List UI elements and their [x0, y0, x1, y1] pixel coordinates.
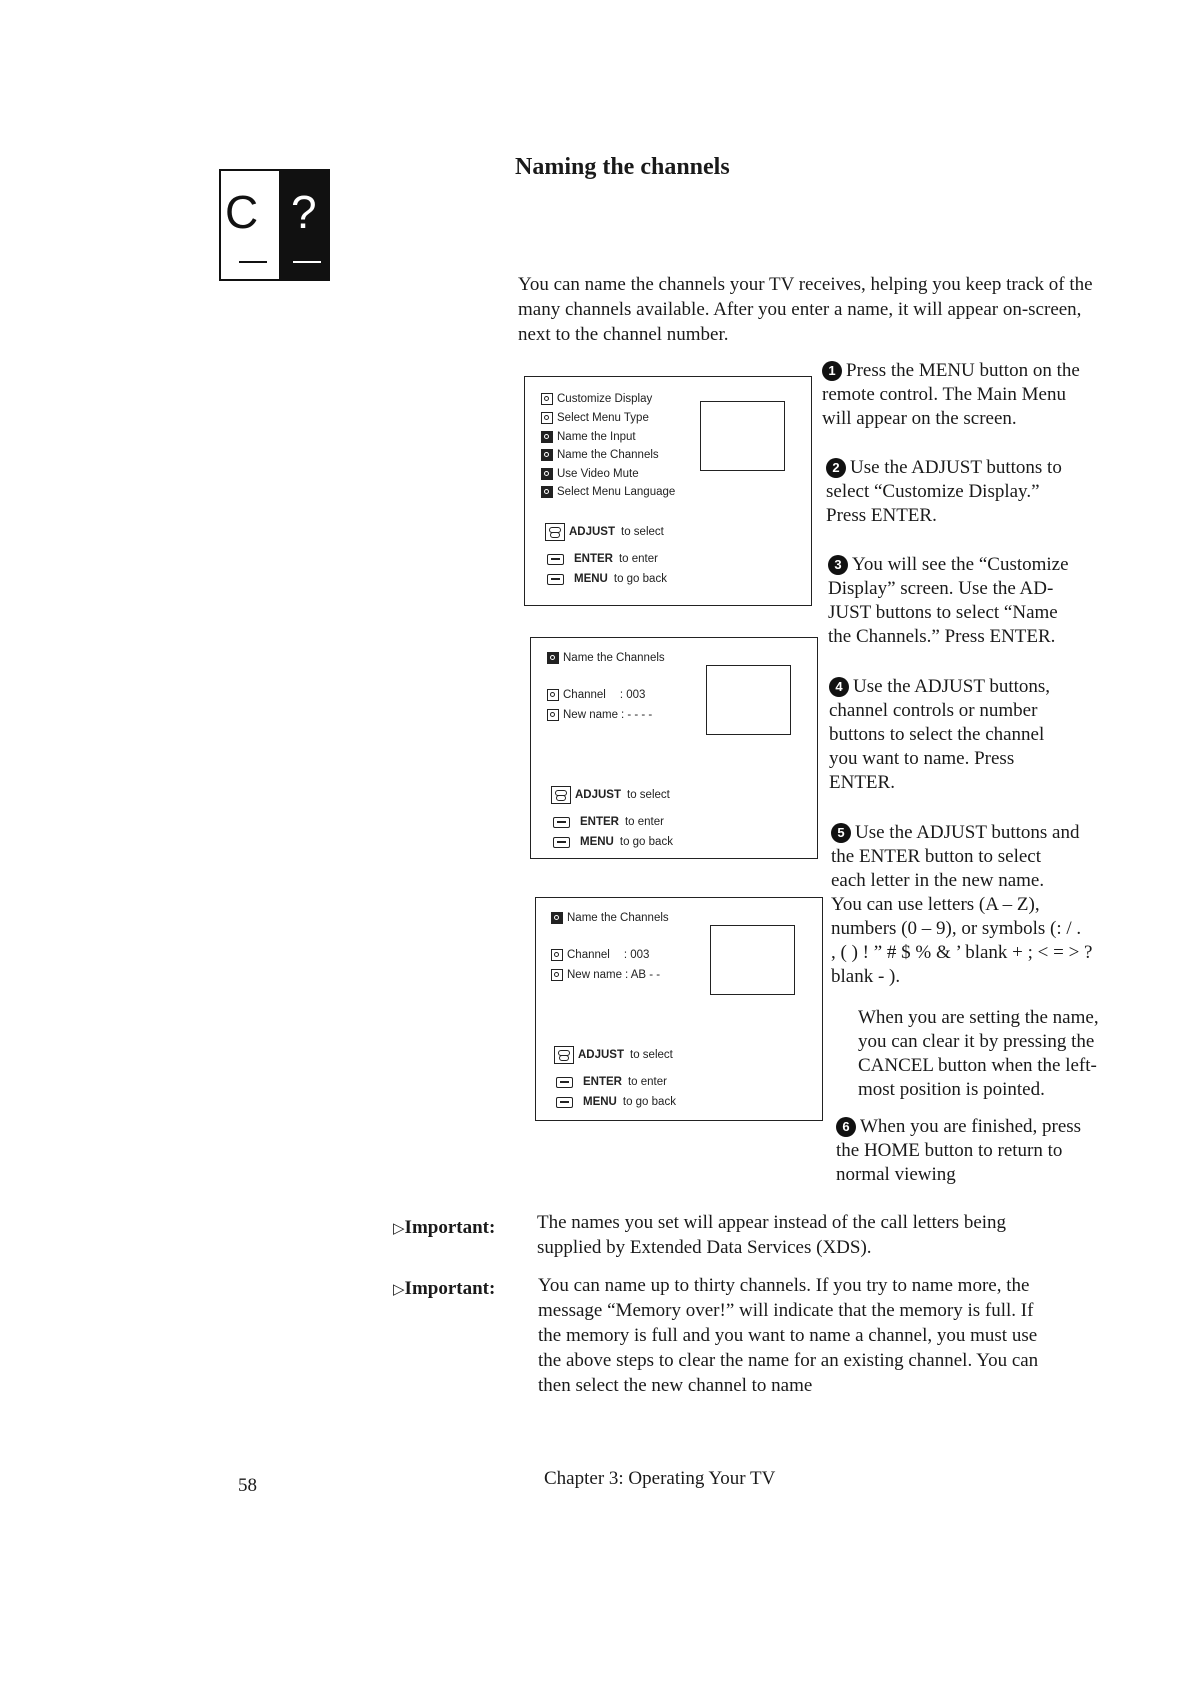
channel-icon [541, 449, 553, 461]
step-text-3: You will see the “Customize Display” screen. Use the AD- JUST buttons to select “Name the Channels.” Press ENTER. [828, 554, 1069, 647]
step-1 [822, 359, 1152, 431]
new-name-row: New name : AB - - [551, 969, 660, 981]
name-channels-screen-2 [535, 897, 823, 1121]
menu-hint: MENU to go back [556, 1096, 676, 1108]
step-number-3: 3 [828, 555, 848, 575]
page-number: 58 [238, 1475, 257, 1496]
dial-icon [551, 949, 563, 961]
step-number-4: 4 [829, 677, 849, 697]
chapter-tab-underline [239, 261, 267, 263]
menu-button-icon [553, 837, 570, 848]
adjust-hint: ADJUST to select [545, 523, 664, 541]
important-text-2: You can name up to thirty channels. If you try to name more, the message “Memory over!” will indicate that the memory is full. If the memory is full and you want to name a channel, you must use the above steps to clear the name for an existing channel. You can then select the new channel to name [538, 1275, 1039, 1396]
name-channels-screen-1 [530, 637, 818, 859]
menu-item-name-input: Name the Input [541, 431, 636, 443]
step-5 [831, 821, 1171, 989]
step-text-5: Use the ADJUST buttons and the ENTER button to select each letter in the new name. You can use letters (A – Z), numbers (0 – 9), or symbols (: / . , ( ) ! ” # $ % & ’ blank + ; < = > ? blank - ). [831, 822, 1093, 987]
important-label-2: ▷Important: [393, 1278, 496, 1299]
adjust-icon [551, 786, 571, 804]
preview-window [710, 925, 795, 995]
chapter-tab-letter-area [221, 171, 279, 279]
important-text-1: The names you set will appear instead of the call letters being supplied by Extended Data Services (XDS). [537, 1212, 1007, 1258]
preview-window [706, 665, 791, 735]
channel-row: Channel : 003 [547, 689, 645, 701]
page-footer: Chapter 3: Operating Your TV [544, 1468, 776, 1489]
step-number-6: 6 [836, 1117, 856, 1137]
adjust-hint: ADJUST to select [554, 1046, 673, 1064]
step-6 [836, 1115, 1166, 1187]
language-icon [541, 486, 553, 498]
step-text-2: Use the ADJUST buttons to select “Customize Display.” Press ENTER. [826, 457, 1062, 526]
menu-button-icon [556, 1097, 573, 1108]
channel-icon [547, 652, 559, 664]
adjust-icon [554, 1046, 574, 1064]
dial-icon [547, 689, 559, 701]
menu-item-video-mute: Use Video Mute [541, 468, 639, 480]
chapter-tab [219, 169, 330, 281]
menu-item-customize-display: Customize Display [541, 393, 652, 405]
channel-row: Channel : 003 [551, 949, 649, 961]
step-number-2: 2 [826, 458, 846, 478]
step-text-1: Press the MENU button on the remote control. The Main Menu will appear on the screen. [822, 360, 1080, 429]
enter-hint: ENTER to enter [553, 816, 664, 828]
display-icon [541, 393, 553, 405]
step-2 [826, 456, 1156, 528]
menu-hint: MENU to go back [547, 573, 667, 585]
page-title: Naming the channels [515, 154, 730, 180]
main-menu-screen [524, 376, 812, 606]
chapter-tab-symbol-area [279, 171, 328, 279]
step-text-6: When you are finished, press the HOME button to return to normal viewing [836, 1116, 1082, 1185]
triangle-icon: ▷ [393, 1219, 405, 1237]
step-text-4: Use the ADJUST buttons, channel controls or number buttons to select the channel you want to name. Press ENTER. [829, 676, 1051, 793]
menu-hint: MENU to go back [553, 836, 673, 848]
screen-title: Name the Channels [551, 912, 669, 924]
step-number-1: 1 [822, 361, 842, 381]
person-icon [541, 412, 553, 424]
step-4 [829, 675, 1159, 795]
chapter-tab-underline-inverse [293, 261, 321, 263]
question-icon: ? [291, 186, 317, 238]
enter-hint: ENTER to enter [547, 553, 658, 565]
input-icon [541, 431, 553, 443]
enter-hint: ENTER to enter [556, 1076, 667, 1088]
step-3 [828, 553, 1158, 649]
step-5-note: When you are setting the name, you can clear it by pressing the CANCEL button when the left- most position is pointed. [858, 1007, 1099, 1100]
new-name-row: New name : - - - - [547, 709, 652, 721]
triangle-icon: ▷ [393, 1280, 405, 1298]
intro-paragraph: You can name the channels your TV receives, helping you keep track of the many channels available. After you enter a name, it will appear on-screen, next to the channel number. [518, 274, 1093, 345]
dial-icon [551, 969, 563, 981]
adjust-icon [545, 523, 565, 541]
enter-button-icon [553, 817, 570, 828]
important-label-1: ▷Important: [393, 1217, 496, 1238]
menu-item-select-menu-type: Select Menu Type [541, 412, 649, 424]
preview-window [700, 401, 785, 471]
screen-title: Name the Channels [547, 652, 665, 664]
enter-button-icon [547, 554, 564, 565]
menu-button-icon [547, 574, 564, 585]
enter-button-icon [556, 1077, 573, 1088]
menu-item-menu-language: Select Menu Language [541, 486, 675, 498]
adjust-hint: ADJUST to select [551, 786, 670, 804]
menu-item-name-channels: Name the Channels [541, 449, 659, 461]
video-mute-icon [541, 468, 553, 480]
channel-icon [551, 912, 563, 924]
dial-icon [547, 709, 559, 721]
chapter-letter: C [225, 186, 259, 238]
step-number-5: 5 [831, 823, 851, 843]
